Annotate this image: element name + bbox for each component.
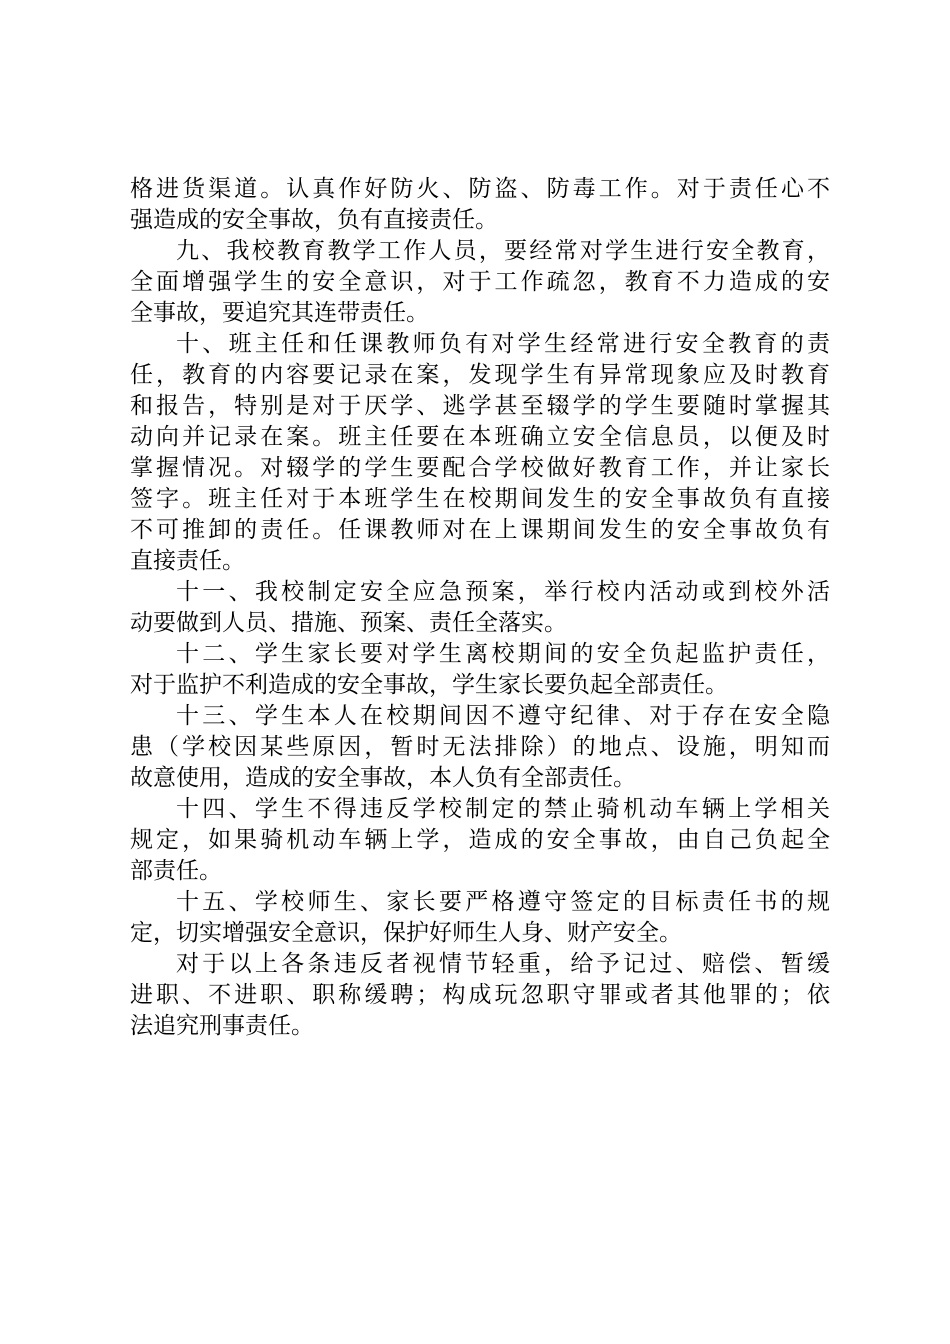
text-line: 十、班主任和任课教师负有对学生经常进行安全教育的责 [176,331,830,357]
text-line: 患（学校因某些原因，暂时无法排除）的地点、设施，明知而 [130,734,830,760]
text-line: 九、我校教育教学工作人员，要经常对学生进行安全教育， [176,238,830,264]
text-line: 对于监护不利造成的安全事故，学生家长要负起全部责任。 [130,672,728,698]
text-line: 故意使用，造成的安全事故，本人负有全部责任。 [130,765,636,791]
text-line: 十二、学生家长要对学生离校期间的安全负起监护责任， [176,641,830,667]
text-line: 对于以上各条违反者视情节轻重，给予记过、赔偿、暂缓 [176,951,830,977]
text-line: 掌握情况。对辍学的学生要配合学校做好教育工作，并让家长 [130,455,830,481]
text-line: 全事故，要追究其连带责任。 [130,300,429,326]
text-line: 十三、学生本人在校期间因不遵守纪律、对于存在安全隐 [176,703,830,729]
text-line: 动要做到人员、措施、预案、责任全落实。 [130,610,567,636]
text-line: 和报告，特别是对于厌学、逃学甚至辍学的学生要随时掌握其 [130,393,830,419]
text-line: 全面增强学生的安全意识，对于工作疏忽，教育不力造成的安 [130,269,830,295]
text-line: 定，切实增强安全意识，保护好师生人身、财产安全。 [130,920,682,946]
text-line: 部责任。 [130,858,222,884]
text-line: 签字。班主任对于本班学生在校期间发生的安全事故负有直接 [130,486,830,512]
text-line: 规定，如果骑机动车辆上学，造成的安全事故，由自己负起全 [130,827,830,853]
text-line: 任，教育的内容要记录在案，发现学生有异常现象应及时教育 [130,362,830,388]
text-line: 十五、学校师生、家长要严格遵守签定的目标责任书的规 [176,889,830,915]
text-line: 法追究刑事责任。 [130,1013,314,1039]
text-line: 不可推卸的责任。任课教师对在上课期间发生的安全事故负有 [130,517,830,543]
text-line: 十一、我校制定安全应急预案，举行校内活动或到校外活 [176,579,830,605]
text-line: 强造成的安全事故，负有直接责任。 [130,207,498,233]
text-line: 直接责任。 [130,548,245,574]
document-body [130,174,830,1042]
text-line: 进职、不进职、职称缓聘；构成玩忽职守罪或者其他罪的；依 [130,982,830,1008]
text-line: 十四、学生不得违反学校制定的禁止骑机动车辆上学相关 [176,796,830,822]
text-line: 格进货渠道。认真作好防火、防盗、防毒工作。对于责任心不 [130,176,830,202]
text-line: 动向并记录在案。班主任要在本班确立安全信息员，以便及时 [130,424,830,450]
